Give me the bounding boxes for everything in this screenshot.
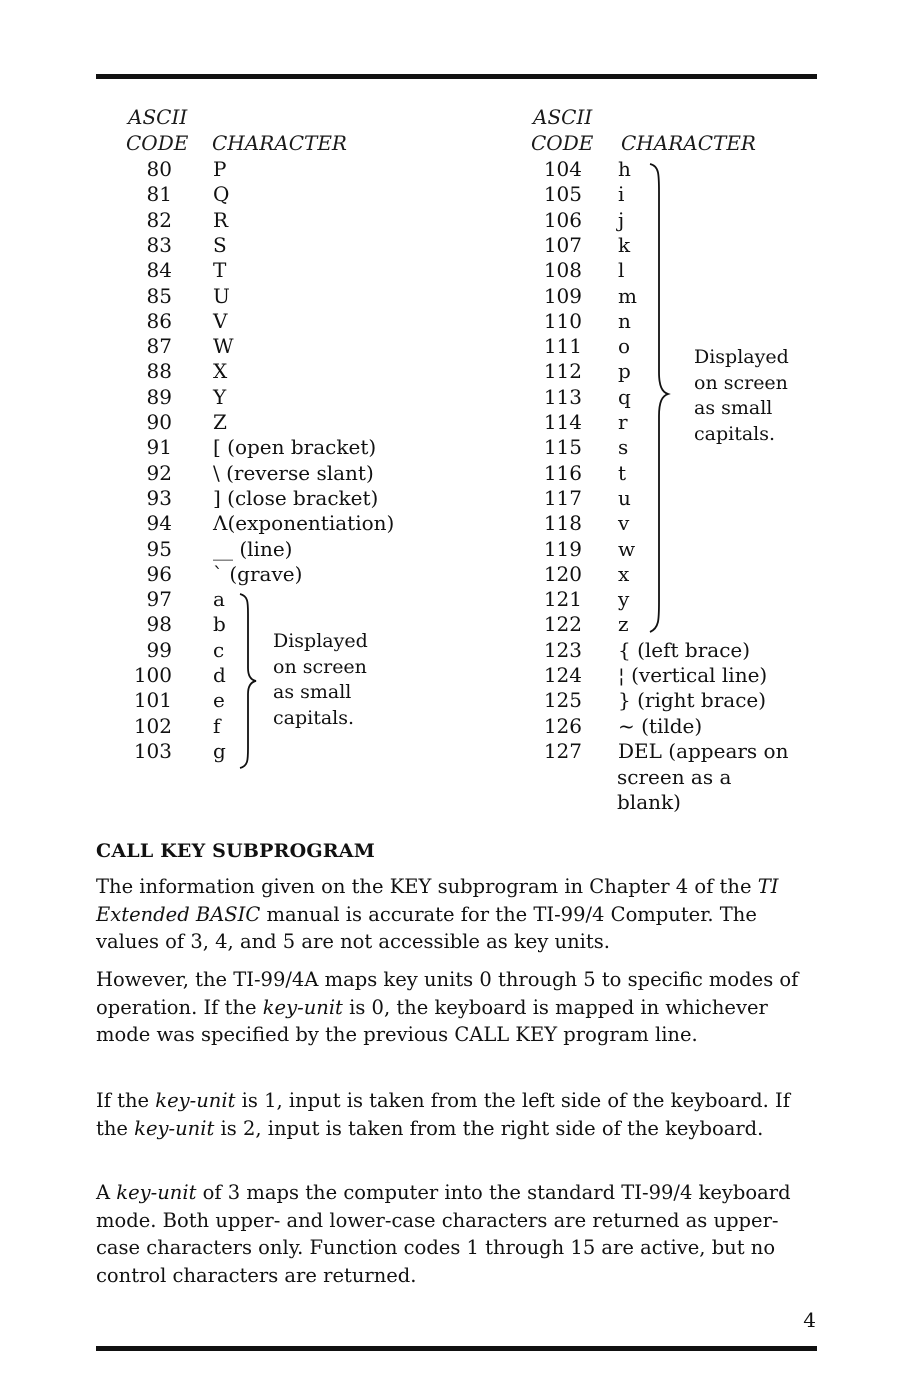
ascii-code-cell: 125 (543, 688, 582, 713)
brace-note-line: capitals. (694, 422, 776, 445)
character-cell: m (618, 283, 637, 308)
ascii-code-cell: 94 (146, 511, 172, 536)
italic-text: TI Extended BASIC (96, 875, 779, 926)
ascii-code-cell: 115 (543, 435, 582, 460)
character-cell: v (618, 511, 630, 536)
ascii-code-cell: 99 (146, 637, 172, 662)
ascii-code-cell: 92 (146, 460, 172, 485)
character-cell: g (213, 738, 226, 763)
ascii-code-cell: 102 (133, 713, 172, 738)
character-cell: X (213, 359, 228, 384)
character-cell: ` (grave) (213, 561, 303, 586)
ascii-code-cell: 88 (146, 359, 172, 384)
character-cell: \ (reverse slant) (213, 460, 374, 485)
paragraph (96, 1179, 816, 1289)
ascii-code-cell: 123 (543, 637, 582, 662)
section-title: CALL KEY SUBPROGRAM (96, 840, 375, 862)
ascii-code-cell: 114 (543, 410, 582, 434)
character-cell: Q (213, 182, 230, 207)
text-run: The information given on the KEY subprogram in Chapter 4 of the (96, 875, 758, 898)
character-cell: u (618, 485, 631, 510)
ascii-code-cell: 96 (146, 561, 172, 586)
text-run: A (96, 1181, 117, 1204)
character-cell: y (618, 587, 630, 612)
ascii-code-cell: 119 (543, 536, 582, 561)
text-run: is 2, input is taken from the right side of the keyboard. (214, 1116, 764, 1140)
ascii-code-cell: 101 (133, 688, 172, 713)
header-code: CODE (126, 131, 189, 155)
ascii-code-cell: 120 (543, 561, 582, 586)
brace-note-line: as small (273, 681, 352, 703)
right-brace-icon (646, 162, 672, 634)
bottom-rule (96, 1346, 817, 1351)
ascii-code-cell: 108 (543, 258, 582, 283)
character-cell: } (right brace) (618, 688, 767, 713)
character-cell: c (213, 637, 225, 662)
top-rule (96, 74, 817, 79)
ascii-code-cell: 107 (543, 232, 582, 257)
ascii-code-cell: 100 (133, 663, 172, 687)
header-ascii: ASCII (533, 105, 593, 129)
brace-note-line: on screen (694, 371, 788, 394)
brace-note-line: capitals. (273, 706, 355, 729)
italic-text: key-unit (116, 1181, 197, 1204)
character-cell: d (213, 663, 226, 687)
character-cell: o (618, 334, 631, 359)
ascii-code-cell: 126 (543, 713, 582, 738)
ascii-code-cell: 122 (543, 612, 582, 637)
character-cell: x (618, 561, 630, 586)
ascii-code-cell: 127 (543, 738, 582, 763)
ascii-code-cell: 121 (543, 587, 582, 612)
ascii-code-cell: 113 (543, 384, 582, 409)
character-cell: s (618, 435, 629, 460)
ascii-code-cell: 112 (543, 359, 582, 384)
character-cell: Λ(exponentiation) (213, 511, 395, 536)
header-ascii: ASCII (128, 105, 188, 129)
brace-note-line: as small (694, 397, 773, 419)
paragraph (96, 873, 816, 956)
character-cell: a (213, 587, 225, 612)
italic-text: key-unit (262, 995, 343, 1019)
character-cell: Z (213, 410, 227, 434)
character-cell: ~ (tilde) (618, 713, 703, 738)
ascii-code-cell: 105 (543, 182, 582, 207)
text-run: manual is accurate for the TI-99/4 Computer. The values of 3, 4, and 5 are not accessible as key units. (96, 902, 757, 953)
character-cell: b (213, 612, 226, 637)
character-cell: S (213, 232, 227, 257)
character-cell: l (618, 258, 625, 283)
character-cell: e (213, 688, 225, 713)
del-continuation: blank) (617, 790, 681, 814)
ascii-code-cell: 90 (146, 410, 172, 434)
brace-note-line: Displayed (273, 630, 368, 652)
ascii-code-cell: 86 (146, 308, 172, 333)
ascii-code-cell: 84 (146, 258, 172, 283)
brace-note-line: on screen (273, 655, 367, 678)
ascii-code-cell: 124 (543, 663, 582, 687)
character-cell: ] (close bracket) (213, 485, 379, 510)
character-cell: h (618, 157, 631, 181)
ascii-code-cell: 109 (543, 283, 582, 308)
ascii-code-cell: 81 (146, 182, 172, 207)
italic-text: key-unit (155, 1089, 236, 1112)
character-cell: q (618, 384, 631, 409)
ascii-code-cell: 95 (146, 536, 172, 561)
text-run: is 1, input is taken from the left side of the keyboard. If the (96, 1089, 790, 1140)
paragraph (96, 966, 816, 1049)
italic-text: key-unit (134, 1116, 215, 1140)
text-run: of 3 maps the computer into the standard TI-99/4 keyboard mode. Both upper- and lower-case characters are returned as upper-case characters only. Function codes 1 through 15 are active, but no control characters are returned. (96, 1181, 791, 1287)
character-cell: V (213, 308, 228, 333)
character-cell: j (618, 207, 625, 232)
character-cell: T (213, 258, 227, 283)
character-cell: W (213, 334, 234, 359)
character-cell: p (618, 359, 631, 384)
character-cell: t (618, 460, 627, 485)
ascii-code-cell: 82 (146, 207, 172, 232)
character-cell: n (618, 308, 631, 333)
header-character: CHARACTER (212, 131, 347, 155)
text-run: is 0, the keyboard is mapped in whichever mode was specified by the previous CALL KEY program line. (96, 995, 768, 1046)
ascii-code-cell: 111 (543, 334, 582, 359)
page-number: 4 (803, 1308, 816, 1332)
character-cell: P (213, 157, 227, 181)
text-run: If the (96, 1089, 156, 1112)
character-cell: k (618, 232, 631, 257)
brace-note-line: Displayed (694, 346, 789, 368)
character-cell: U (213, 283, 230, 308)
ascii-code-cell: 83 (146, 232, 172, 257)
ascii-code-cell: 118 (543, 511, 582, 536)
ascii-code-cell: 87 (146, 334, 172, 359)
brace-note (694, 345, 824, 447)
ascii-code-cell: 97 (146, 587, 172, 612)
paragraph (96, 1087, 816, 1142)
character-cell: f (213, 713, 221, 738)
character-cell: z (618, 612, 629, 637)
character-cell: R (213, 207, 229, 232)
character-cell: ¦ (vertical line) (618, 663, 768, 687)
header-code: CODE (531, 131, 594, 155)
character-cell: w (618, 536, 636, 561)
character-cell: { (left brace) (618, 637, 751, 662)
ascii-code-cell: 106 (543, 207, 582, 232)
ascii-code-cell: 104 (543, 157, 582, 181)
character-cell: i (618, 182, 625, 207)
character-cell: DEL (appears on (618, 738, 789, 763)
ascii-code-cell: 85 (146, 283, 172, 308)
character-cell: r (618, 410, 628, 434)
ascii-code-cell: 91 (146, 435, 172, 460)
brace-note (273, 629, 403, 731)
ascii-code-cell: 116 (543, 460, 582, 485)
ascii-code-cell: 89 (146, 384, 172, 409)
text-run: However, the TI-99/4A maps key units 0 through 5 to specific modes of operation. If the (96, 968, 799, 1019)
ascii-code-cell: 80 (146, 157, 172, 181)
character-cell: __ (line) (213, 536, 293, 561)
character-cell: [ (open bracket) (213, 435, 377, 460)
character-cell: Y (213, 384, 227, 409)
ascii-code-cell: 110 (543, 308, 582, 333)
ascii-code-cell: 117 (543, 485, 582, 510)
right-brace-icon (236, 592, 260, 770)
del-continuation: screen as a (617, 765, 732, 789)
ascii-code-cell: 98 (146, 612, 172, 637)
ascii-code-cell: 93 (146, 485, 172, 510)
header-character: CHARACTER (621, 131, 756, 155)
ascii-code-cell: 103 (133, 738, 172, 763)
